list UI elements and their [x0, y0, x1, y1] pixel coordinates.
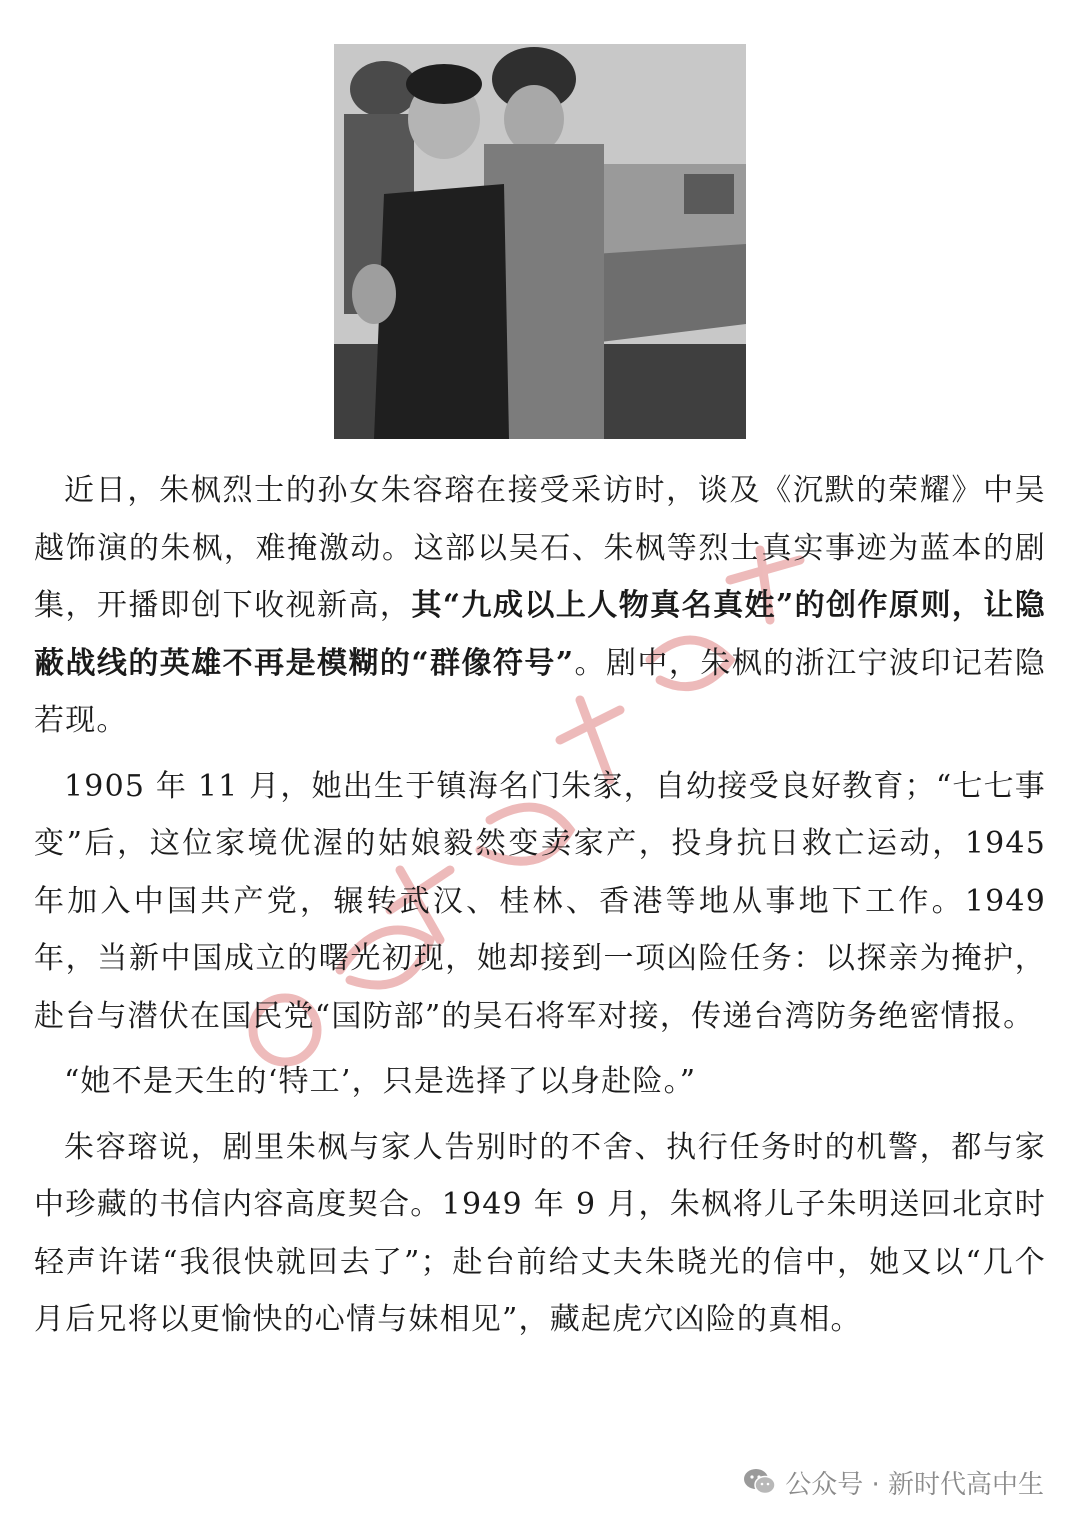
historical-photo — [334, 44, 746, 439]
bold-highlight: 其“九成以上人物真名真姓”的创作原则，让隐蔽战线的英雄不再是模糊的“群像符号” — [34, 588, 1046, 681]
article-body — [34, 462, 1046, 1349]
footer-source — [743, 1462, 1044, 1502]
paragraph-2: 1905 年 11 月，她出生于镇海名门朱家，自幼接受良好教育；“七七事变”后，这位家境优渥的姑娘毅然变卖家产，投身抗日救亡运动，1945 年加入中国共产党，辗转武汉、桂林、香港等地从事地下工作。1949 年，当新中国成立的曙光初现，她却接到一项凶险任务：以探亲为掩护，赴台与潜伏在国民党“国防部”的吴石将军对接，传递台湾防务绝密情报。 — [34, 768, 1046, 1034]
paragraph-3-quote: “她不是天生的‘特工’，只是选择了以身赴险。” — [64, 1064, 697, 1099]
paragraph-4: 朱容瑢说，剧里朱枫与家人告别时的不舍、执行任务时的机警，都与家中珍藏的书信内容高度契合。1949 年 9 月，朱枫将儿子朱明送回北京时轻声许诺“我很快就回去了”；赴台前给丈夫朱晓光的信中，她又以“几个月后兄将以更愉快的心情与妹相见”，藏起虎穴凶险的真相。 — [34, 1129, 1046, 1337]
wechat-icon — [743, 1467, 777, 1497]
paragraph-1: 近日，朱枫烈士的孙女朱容瑢在接受采访时，谈及《沉默的荣耀》中吴越饰演的朱枫，难掩激动。这部以吴石、朱枫等烈士真实事迹为蓝本的剧集，开播即创下收视新高，其“九成以上人物真名真姓”的创作原则，让隐蔽战线的英雄不再是模糊的“群像符号”。剧中，朱枫的浙江宁波印记若隐若现。 — [34, 473, 1046, 738]
footer-text: 公众号 · 新时代高中生 — [785, 1469, 1044, 1500]
